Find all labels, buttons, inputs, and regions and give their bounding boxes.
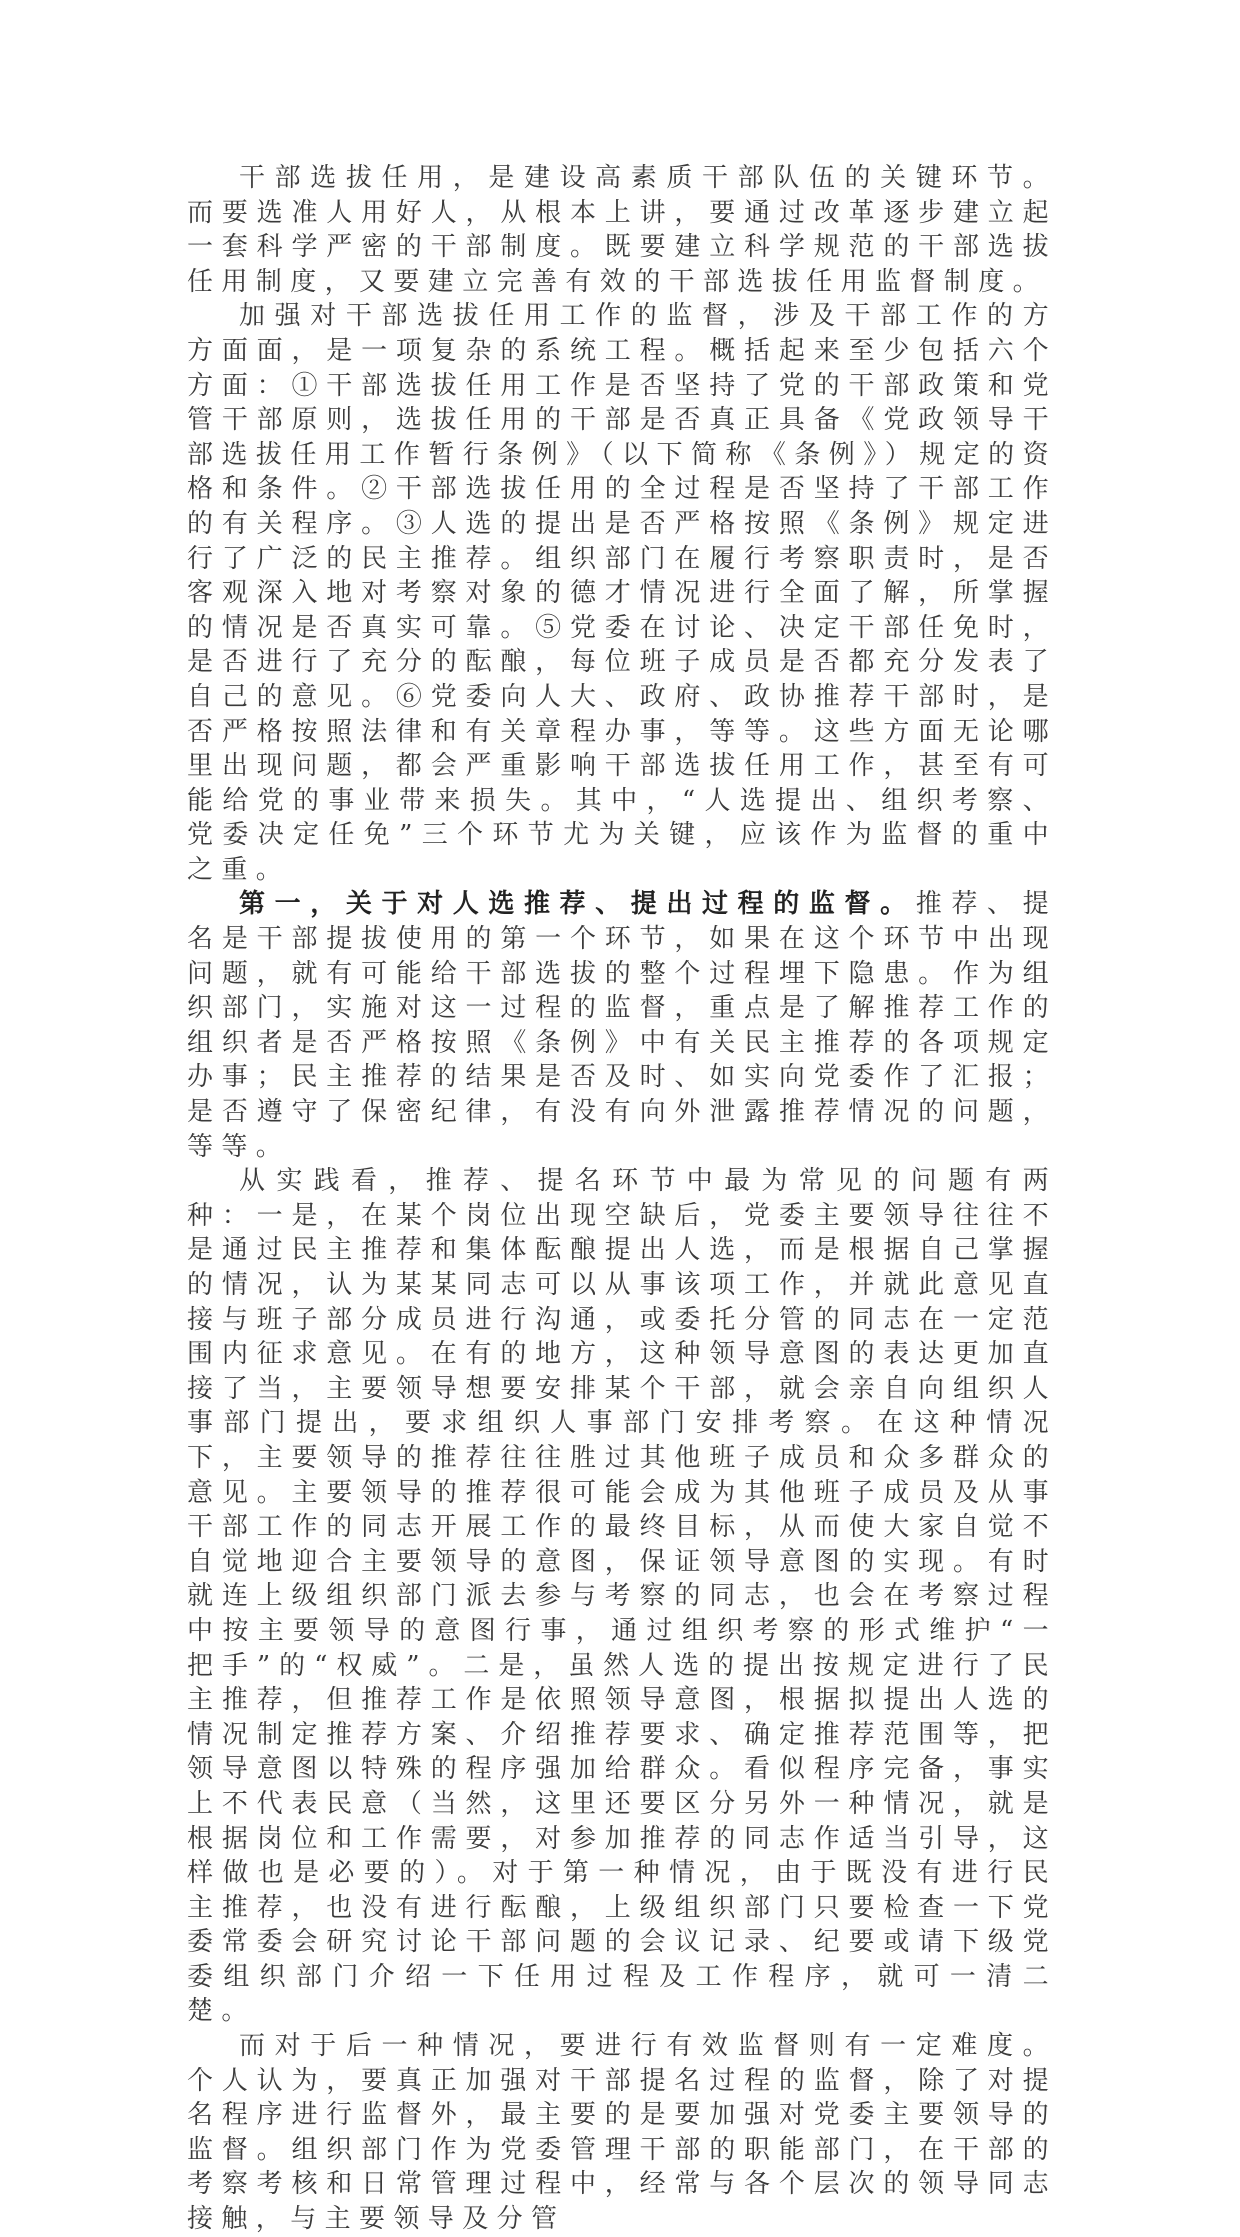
paragraph-common-problems <box>187 1164 1057 2029</box>
paragraph-section-one <box>187 887 1057 1164</box>
paragraph-text: 推荐、提名是干部提拔使用的第一个环节，如果在这个环节中出现问题，就有可能给干部选拔的整个过程埋下隐患。作为组织部门，实施对这一过程的监督，重点是了解推荐工作的组织者是否严格按照《条例》中有关民主推荐的各项规定办事；民主推荐的结果是否及时、如实向党委作了汇报；是否遵守了保密纪律，有没有向外泄露推荐情况的问题，等等。 <box>187 889 1057 1162</box>
paragraph-six-aspects <box>187 299 1057 887</box>
section-heading: 第一，关于对人选推荐、提出过程的监督。 <box>239 889 916 920</box>
paragraph-text: 从实践看，推荐、提名环节中最为常见的问题有两种：一是，在某个岗位出现空缺后，党委主要领导往往不是通过民主推荐和集体酝酿提出人选，而是根据自己掌握的情况，认为某某同志可以从事该项工作，并就此意见直接与班子部分成员进行沟通，或委托分管的同志在一定范围内征求意见。在有的地方，这种领导意图的表达更加直接了当，主要领导想要安排某个干部，就会亲自向组织人事部门提出，要求组织人事部门安排考察。在这种情况下，主要领导的推荐往往胜过其他班子成员和众多群众的意见。主要领导的推荐很可能会成为其他班子成员及从事干部工作的同志开展工作的最终目标，从而使大家自觉不自觉地迎合主要领导的意图，保证领导意图的实现。有时就连上级组织部门派去参与考察的同志，也会在考察过程中按主要领导的意图行事，通过组织考察的形式维护“一把手”的“权威”。二是，虽然人选的提出按规定进行了民主推荐，但推荐工作是依照领导意图，根据拟提出人选的情况制定推荐方案、介绍推荐要求、确定推荐范围等，把领导意图以特殊的程序强加给群众。看似程序完备，事实上不代表民意（当然，这里还要区分另外一种情况，就是根据岗位和工作需要，对参加推荐的同志作适当引导，这样做也是必要的）。对于第一种情况，由于既没有进行民主推荐，也没有进行酝酿，上级组织部门只要检查一下党委常委会研究讨论干部问题的会议记录、纪要或请下级党委组织部门介绍一下任用过程及工作程序，就可一清二楚。 <box>187 1166 1057 2027</box>
paragraph-text: 干部选拔任用，是建设高素质干部队伍的关键环节。而要选准人用好人，从根本上讲，要通过改革逐步建立起一套科学严密的干部制度。既要建立科学规范的干部选拔任用制度，又要建立完善有效的干部选拔任用监督制度。 <box>187 163 1057 297</box>
document-page <box>187 161 1057 2237</box>
paragraph-intro <box>187 161 1057 299</box>
paragraph-text: 而对于后一种情况，要进行有效监督则有一定难度。个人认为，要真正加强对干部提名过程的监督，除了对提名程序进行监督外，最主要的是要加强对党委主要领导的监督。组织部门作为党委管理干部的职能部门，在干部的考察考核和日常管理过程中，经常与各个层次的领导同志接触，与主要领导及分管 <box>187 2031 1057 2235</box>
paragraph-text: 加强对干部选拔任用工作的监督，涉及干部工作的方方面面，是一项复杂的系统工程。概括起来至少包括六个方面：①干部选拔任用工作是否坚持了党的干部政策和党管干部原则，选拔任用的干部是否真正具备《党政领导干部选拔任用工作暂行条例》（以下简称《条例》）规定的资格和条件。②干部选拔任用的全过程是否坚持了干部工作的有关程序。③人选的提出是否严格按照《条例》规定进行了广泛的民主推荐。组织部门在履行考察职责时，是否客观深入地对考察对象的德才情况进行全面了解，所掌握的情况是否真实可靠。⑤党委在讨论、决定干部任免时，是否进行了充分的酝酿，每位班子成员是否都充分发表了自己的意见。⑥党委向人大、政府、政协推荐干部时，是否严格按照法律和有关章程办事，等等。这些方面无论哪里出现问题，都会严重影响干部选拔任用工作，甚至有可能给党的事业带来损失。其中，“人选提出、组织考察、党委决定任免”三个环节尤为关键，应该作为监督的重中之重。 <box>187 301 1057 885</box>
paragraph-latter-case <box>187 2029 1057 2237</box>
